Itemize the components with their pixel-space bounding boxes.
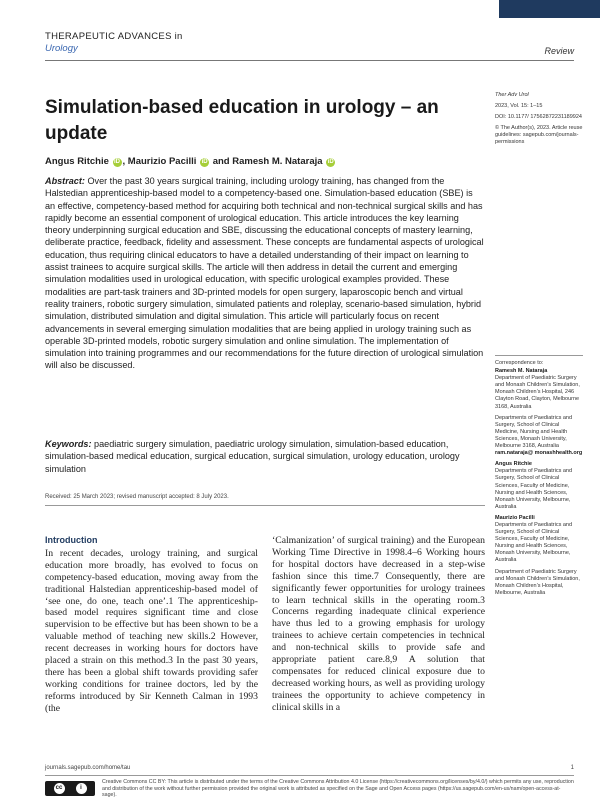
body-column-right bbox=[272, 535, 485, 714]
correspondence-name: Ramesh M. Nataraja bbox=[495, 368, 548, 375]
footer-divider bbox=[45, 775, 574, 776]
affiliation: Departments of Paediatrics and Surgery, School of Clinical Sciences, Faculty of Medicine, Nursing and Health Sciences, Monash University, Melbourne, Australia bbox=[495, 468, 573, 510]
keywords bbox=[45, 438, 485, 475]
cc-icon: cc bbox=[54, 783, 65, 794]
author-list: Angus Ritchie iD , Maurizio Pacilli iD and Ramesh M. Nataraja iD bbox=[45, 156, 334, 167]
keywords-label: Keywords: bbox=[45, 439, 92, 449]
orcid-icon[interactable]: iD bbox=[114, 159, 121, 165]
sidebar-divider bbox=[495, 355, 583, 356]
author-name: Maurizio Pacilli bbox=[495, 514, 535, 521]
license-text: Creative Commons CC BY: This article is distributed under the terms of the Creative Commons Attribution 4.0 License (https://creativecommons.org/licenses/by/4.0/) which permits any use, reproduction and distribution of the work without further permission provided the original work is attributed as specified on the Sage and Open Access pages (https://us.sagepub.com/en-us/nam/open-access-at-sage). bbox=[102, 779, 574, 798]
article-type: Review bbox=[544, 46, 574, 56]
author-name[interactable]: Ramesh M. Nataraja bbox=[232, 156, 323, 167]
page-number: 1 bbox=[570, 765, 574, 771]
abstract bbox=[45, 175, 485, 372]
affiliation: Departments of Paediatrics and Surgery, School of Clinical Medicine, Nursing and Health Sciences, Monash University, Melbourne 3168, Australia bbox=[495, 414, 573, 450]
affiliation: Departments of Paediatrics and Surgery, School of Clinical Sciences, Faculty of Medicine, Nursing and Health Sciences, Monash University, Melbourne, Australia bbox=[495, 521, 573, 564]
correspondence-block bbox=[495, 360, 583, 601]
copyright: © The Author(s), 2023. Article reuse guidelines: sagepub.com/journals-permissions bbox=[495, 125, 583, 146]
abstract-label: Abstract: bbox=[45, 176, 85, 186]
keywords-text: paediatric surgery simulation, paediatric urology simulation, simulation-based education, simulation-based medical education, surgical education, surgical simulation, urology education, urology simulation bbox=[45, 439, 460, 474]
journal-url[interactable]: journals.sagepub.com/home/tau bbox=[45, 765, 131, 771]
journal-title: THERAPEUTIC ADVANCES in bbox=[45, 31, 183, 42]
cc-by-badge[interactable] bbox=[45, 781, 95, 796]
volume-info: 2023, Vol. 15: 1–15 bbox=[495, 103, 543, 110]
attribution-icon: i bbox=[76, 783, 87, 794]
header-divider bbox=[45, 60, 574, 61]
orcid-icon[interactable]: iD bbox=[201, 159, 208, 165]
corner-color-tab bbox=[499, 0, 600, 18]
section-heading-introduction: Introduction bbox=[45, 535, 98, 545]
body-column-left bbox=[45, 535, 258, 715]
affiliation: Department of Paediatric Surgery and Monash Children’s Simulation, Monash Children’s Hospital, Melbourne, Australia bbox=[495, 568, 580, 596]
affiliation: Department of Paediatric Surgery and Monash Children’s Simulation, Monash Children’s Hospital, 246 Clayton Road, Clayton, Melbourne 3168, Australia bbox=[495, 375, 580, 410]
abstract-text: Over the past 30 years surgical training, including urology training, has changed from the Halstedian apprenticeship-based model to a competency-based one. Simulation-based education (SBE) is an effective, competency-based method for acquiring both technical and non-technical surgical skills and has rapidly become an essential component of urological education. This article introduces the key learning theory underpinning surgical education and SBE, discussing the educational concepts of mastery learning, deliberate practice, feedback, fidelity and assessment. These concepts are fundamental aspects of urological education, thus requiring clinical educators to have a detailed understanding of their impact on learning to assist trainees to acquire surgical skills. The article will then address in detail the current and emerging simulation modalities used in urological education, with specific urological examples provided. These modalities are part-task trainers and 3D-printed models for open surgery, laparoscopic bench and virtual reality trainers, robotic surgery simulation, simulated patients and roleplay, scenario-based simulation, hybrid simulation, distributed simulation and digital simulation. This article will particularly focus on recent advancements in several emerging simulation modalities that are being applied in urology training such as operable 3D-printed models, robotic surgery simulation and online simulation. The implementation of simulation into training programmes and our recommendations for the future direction of urological simulation will also be discussed. bbox=[45, 176, 484, 371]
journal-short: Ther Adv Urol bbox=[495, 92, 529, 98]
doi[interactable]: DOI: 10.1177/ 17562872231189924 bbox=[495, 114, 582, 121]
author-name[interactable]: Maurizio Pacilli bbox=[127, 156, 197, 167]
body-paragraph: In recent decades, urology training, and surgical education more broadly, has evolved to focus on competency-based education, moving away from the traditional Halstedian apprenticeship-based model of ‘see one, do one, teach one’.1 The apprenticeship-based model requires significant time and close supervision to be effective but has been shown to be a valuable method of teaching new skills.2 However, recent decreases in working hours for doctors have placed a strain on this method.3 In the past 30 years, there has been a global shift towards providing safer working conditions for trainee doctors, led by the reforms introduced by Sir Kenneth Calman in 1993 (the bbox=[45, 547, 258, 714]
article-title: Simulation-based education in urology – an update bbox=[45, 97, 439, 144]
author-name[interactable]: Angus Ritchie bbox=[45, 156, 109, 167]
journal-subtitle: Urology bbox=[45, 43, 78, 54]
body-paragraph: ‘Calmanization’ of surgical training) and the European Working Time Directive in 1998.4–6 Working hours for hospital doctors have decreased in a step-wise fashion since this time.7 Consequently, there are significantly fewer opportunities for urology trainees to learn technical skills in the operating room.3 Concerns regarding inadequate clinical experience have thus led to a growing emphasis for urology trainees to achieve certain competencies in technical and non-technical skills to provide safe and appropriate patient care.8,9 A solution that compensates for reduced clinical exposure due to decreased working hours, as well as providing urology trainees the opportunity to achieve competency in clinical skills in a bbox=[272, 535, 485, 713]
journal-name bbox=[45, 31, 183, 54]
orcid-icon[interactable]: iD bbox=[327, 159, 334, 165]
correspondence-label: Correspondence to: bbox=[495, 360, 544, 366]
article-metadata bbox=[495, 92, 583, 151]
author-separator: and bbox=[212, 156, 230, 167]
received-dates: Received: 25 March 2023; revised manuscript accepted: 8 July 2023. bbox=[45, 494, 229, 500]
author-name: Angus Ritchie bbox=[495, 461, 532, 468]
correspondence-email[interactable]: ram.nataraja@ monashhealth.org bbox=[495, 450, 583, 457]
section-divider bbox=[45, 505, 485, 506]
